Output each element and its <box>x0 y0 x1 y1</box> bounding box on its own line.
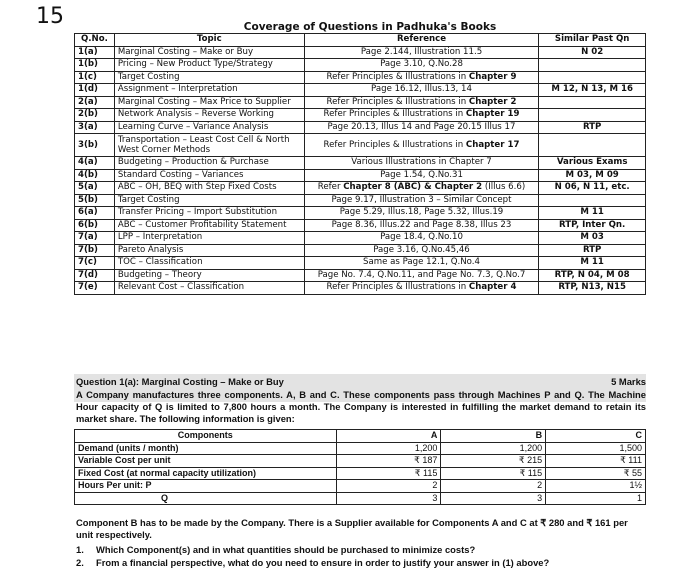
coverage-reference <box>304 157 539 170</box>
coverage-similar <box>539 71 646 84</box>
reference-text: Page 18.4, Q.No.10 <box>380 232 463 243</box>
reference-text: Refer <box>317 182 344 193</box>
coverage-row <box>75 157 646 170</box>
coverage-reference <box>304 84 539 97</box>
subquestion-text: Which Component(s) and in what quantities should be purchased to minimize costs? <box>96 544 476 555</box>
coverage-topic: Budgeting – Production & Purchase <box>114 157 304 170</box>
reference-chapter: Chapter 4 <box>468 282 517 293</box>
coverage-reference <box>304 232 539 245</box>
reference-chapter: Chapter 17 <box>465 139 520 150</box>
coverage-topic: Transfer Pricing – Import Substitution <box>114 207 304 220</box>
coverage-row <box>75 109 646 122</box>
question-note: Component B has to be made by the Company. There is a Supplier available for Components A and C at ₹ 280 and ₹ 161 per unit respectively. <box>76 517 628 540</box>
value-b: ₹ 215 <box>441 455 546 468</box>
coverage-qno: 3(a) <box>75 121 115 134</box>
subquestion <box>76 556 646 569</box>
coverage-title: Coverage of Questions in Padhuka's Books <box>243 21 497 33</box>
coverage-qno: 7(a) <box>75 232 115 245</box>
coverage-similar: M 12, N 13, M 16 <box>539 84 646 97</box>
coverage-similar: RTP <box>539 121 646 134</box>
coverage-row <box>75 84 646 97</box>
subquestion-number: 1. <box>76 544 84 555</box>
coverage-reference <box>304 207 539 220</box>
reference-text: Same as Page 12.1, Q.No.4 <box>363 257 480 268</box>
reference-text: Page 2.144, Illustration 11.5 <box>360 46 483 57</box>
coverage-similar: RTP <box>539 244 646 257</box>
coverage-qno: 4(b) <box>75 169 115 182</box>
subquestion-text: From a financial perspective, what do you need to ensure in order to justify your answer in (1) above? <box>96 557 550 568</box>
header-b: B <box>441 430 546 443</box>
subquestions <box>76 543 646 569</box>
row-label: Q <box>75 492 337 505</box>
value-c: ₹ 55 <box>546 467 646 480</box>
coverage-row <box>75 269 646 282</box>
coverage-qno: 5(a) <box>75 182 115 195</box>
coverage-qno: 1(c) <box>75 71 115 84</box>
coverage-row <box>75 232 646 245</box>
coverage-qno: 7(b) <box>75 244 115 257</box>
components-row <box>75 480 646 493</box>
coverage-row <box>75 182 646 195</box>
coverage-qno: 5(b) <box>75 194 115 207</box>
coverage-row <box>75 257 646 270</box>
coverage-similar: N 06, N 11, etc. <box>539 182 646 195</box>
coverage-topic: Relevant Cost – Classification <box>114 282 304 295</box>
value-b: ₹ 115 <box>441 467 546 480</box>
coverage-similar <box>539 194 646 207</box>
coverage-reference <box>304 257 539 270</box>
coverage-topic: Pareto Analysis <box>114 244 304 257</box>
coverage-similar: RTP, N 04, M 08 <box>539 269 646 282</box>
reference-text: Page 1.54, Q.No.31 <box>380 169 463 180</box>
coverage-topic: Standard Costing – Variances <box>114 169 304 182</box>
reference-text: Refer Principles & Illustrations in <box>326 282 469 293</box>
coverage-similar: RTP, Inter Qn. <box>539 219 646 232</box>
coverage-row <box>75 244 646 257</box>
question-title: Question 1(a): Marginal Costing – Make or Buy <box>76 376 284 387</box>
subquestion <box>76 543 646 556</box>
page-number: 15 <box>36 4 64 29</box>
coverage-topic: Learning Curve – Variance Analysis <box>114 121 304 134</box>
coverage-reference <box>304 71 539 84</box>
coverage-similar <box>539 96 646 109</box>
coverage-reference <box>304 46 539 59</box>
coverage-row <box>75 46 646 59</box>
row-label: Hours Per unit: P <box>75 480 337 493</box>
header-c: C <box>546 430 646 443</box>
reference-chapter: Chapter 19 <box>465 109 520 120</box>
subquestion-number: 2. <box>76 557 84 568</box>
coverage-qno: 4(a) <box>75 157 115 170</box>
coverage-qno: 2(a) <box>75 96 115 109</box>
reference-text: Refer Principles & Illustrations in <box>326 71 469 82</box>
coverage-reference <box>304 219 539 232</box>
question-heading <box>76 376 646 387</box>
question-body: A Company manufactures three components. A, B and C. These components pass through Machines P and Q. The Machine Hour capacity of Q is limited to 7,800 hours a month. The Company is interested in fulfilling the market demand to retain its market share. The following information is given: <box>76 389 646 424</box>
reference-text: Refer Principles & Illustrations in <box>323 139 466 150</box>
components-row <box>75 467 646 480</box>
coverage-topic: ABC – OH, BEQ with Step Fixed Costs <box>114 182 304 195</box>
reference-text: Page 9.17, Illustration 3 – Similar Concept <box>331 194 512 205</box>
coverage-topic: ABC – Customer Profitability Statement <box>114 219 304 232</box>
reference-text: Page 5.29, Illus.18, Page 5.32, Illus.19 <box>339 207 504 218</box>
value-a: 2 <box>336 480 441 493</box>
reference-text: Page 20.13, Illus 14 and Page 20.15 Illus 17 <box>327 121 516 132</box>
coverage-similar: RTP, N13, N15 <box>539 282 646 295</box>
header-reference: Reference <box>304 34 539 47</box>
header-topic: Topic <box>114 34 304 47</box>
header-similar: Similar Past Qn <box>539 34 646 47</box>
value-a: 1,200 <box>336 442 441 455</box>
coverage-reference <box>304 244 539 257</box>
coverage-reference <box>304 269 539 282</box>
components-row <box>75 455 646 468</box>
reference-text: Page 3.10, Q.No.28 <box>380 59 463 70</box>
coverage-reference <box>304 96 539 109</box>
coverage-similar: M 03 <box>539 232 646 245</box>
value-b: 1,200 <box>441 442 546 455</box>
coverage-topic: TOC – Classification <box>114 257 304 270</box>
reference-chapter: Chapter 9 <box>468 71 517 82</box>
components-row <box>75 492 646 505</box>
coverage-topic: Network Analysis – Reverse Working <box>114 109 304 122</box>
coverage-topic: Target Costing <box>114 71 304 84</box>
coverage-similar <box>539 109 646 122</box>
reference-text: Refer Principles & Illustrations in <box>323 109 466 120</box>
coverage-similar <box>539 59 646 72</box>
coverage-qno: 7(d) <box>75 269 115 282</box>
coverage-reference <box>304 194 539 207</box>
reference-text: Various Illustrations in Chapter 7 <box>351 157 492 168</box>
coverage-row <box>75 194 646 207</box>
coverage-similar: Various Exams <box>539 157 646 170</box>
coverage-qno: 3(b) <box>75 134 115 157</box>
coverage-topic: Marginal Costing – Max Price to Supplier <box>114 96 304 109</box>
coverage-table <box>74 33 646 295</box>
value-b: 2 <box>441 480 546 493</box>
coverage-reference <box>304 282 539 295</box>
row-label: Fixed Cost (at normal capacity utilization) <box>75 467 337 480</box>
coverage-row <box>75 121 646 134</box>
reference-text: Page 3.16, Q.No.45,46 <box>373 244 470 255</box>
coverage-reference <box>304 59 539 72</box>
row-label: Demand (units / month) <box>75 442 337 455</box>
value-c: 1½ <box>546 480 646 493</box>
components-table <box>74 429 646 505</box>
coverage-similar: N 02 <box>539 46 646 59</box>
coverage-qno: 1(b) <box>75 59 115 72</box>
coverage-reference <box>304 109 539 122</box>
value-b: 3 <box>441 492 546 505</box>
coverage-row <box>75 169 646 182</box>
coverage-qno: 1(a) <box>75 46 115 59</box>
components-header-row <box>75 430 646 443</box>
coverage-row <box>75 59 646 72</box>
coverage-row <box>75 71 646 84</box>
coverage-row <box>75 96 646 109</box>
coverage-row <box>75 219 646 232</box>
reference-chapter: Chapter 2 <box>468 96 517 107</box>
coverage-topic: Transportation – Least Cost Cell & North West Corner Methods <box>114 134 304 157</box>
coverage-qno: 6(b) <box>75 219 115 232</box>
coverage-reference <box>304 121 539 134</box>
coverage-topic: Pricing – New Product Type/Strategy <box>114 59 304 72</box>
coverage-topic: Target Costing <box>114 194 304 207</box>
coverage-similar <box>539 134 646 157</box>
reference-text: Page 16.12, Illus.13, 14 <box>371 84 472 95</box>
components-row <box>75 442 646 455</box>
coverage-qno: 7(c) <box>75 257 115 270</box>
row-label: Variable Cost per unit <box>75 455 337 468</box>
header-a: A <box>336 430 441 443</box>
coverage-similar: M 03, M 09 <box>539 169 646 182</box>
value-c: ₹ 111 <box>546 455 646 468</box>
coverage-qno: 1(d) <box>75 84 115 97</box>
value-a: ₹ 115 <box>336 467 441 480</box>
coverage-reference <box>304 182 539 195</box>
coverage-topic: Assignment – Interpretation <box>114 84 304 97</box>
reference-text: Page 8.36, Illus.22 and Page 8.38, Illus 23 <box>331 219 512 230</box>
reference-chapter: Chapter 8 (ABC) & Chapter 2 <box>343 182 483 193</box>
coverage-reference <box>304 169 539 182</box>
coverage-row <box>75 134 646 157</box>
coverage-row <box>75 207 646 220</box>
coverage-header-row <box>75 34 646 47</box>
coverage-topic: Budgeting – Theory <box>114 269 304 282</box>
reference-text: Refer Principles & Illustrations in <box>326 96 469 107</box>
value-a: ₹ 187 <box>336 455 441 468</box>
coverage-qno: 2(b) <box>75 109 115 122</box>
header-components: Components <box>75 430 337 443</box>
coverage-qno: 6(a) <box>75 207 115 220</box>
coverage-topic: Marginal Costing – Make or Buy <box>114 46 304 59</box>
value-c: 1,500 <box>546 442 646 455</box>
reference-tail: (Illus 6.6) <box>482 182 526 193</box>
question-marks: 5 Marks <box>611 376 646 387</box>
coverage-reference <box>304 134 539 157</box>
coverage-similar: M 11 <box>539 257 646 270</box>
coverage-similar: M 11 <box>539 207 646 220</box>
value-c: 1 <box>546 492 646 505</box>
value-a: 3 <box>336 492 441 505</box>
reference-text: Page No. 7.4, Q.No.11, and Page No. 7.3, Q.No.7 <box>317 269 526 280</box>
coverage-row <box>75 282 646 295</box>
header-qno: Q.No. <box>75 34 115 47</box>
coverage-topic: LPP – Interpretation <box>114 232 304 245</box>
coverage-qno: 7(e) <box>75 282 115 295</box>
